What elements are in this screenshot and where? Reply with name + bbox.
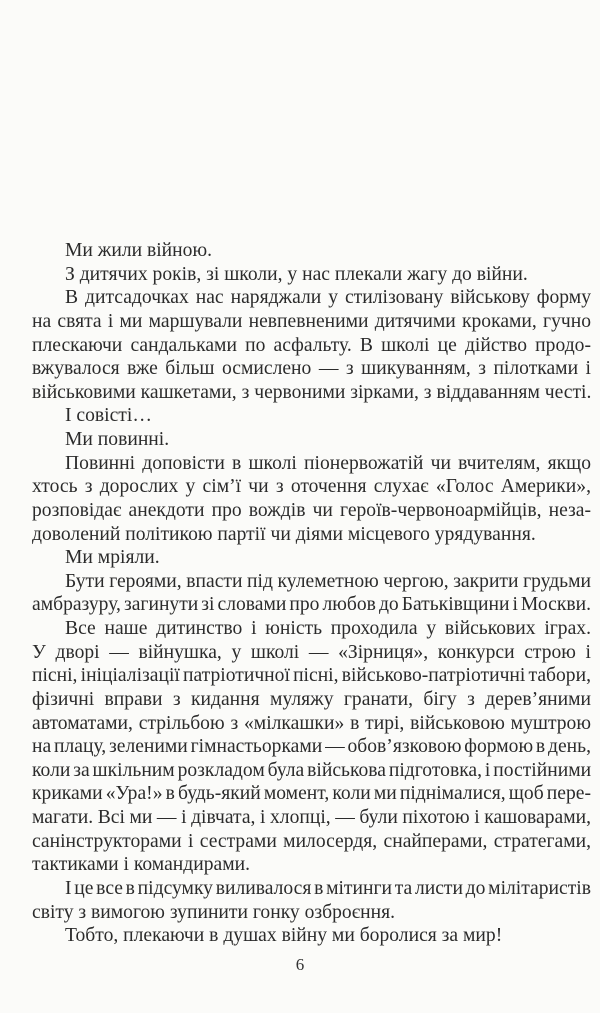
text-line: І це все в підсумку виливалося в мітинги та листи до мілітаристів <box>65 877 591 899</box>
text-line: військовими кашкетами, з червоними зірками, з віддаванням честі. <box>32 381 592 403</box>
text-line: пісні, ініціалізації патріотичної пісні, військово-патріотичні табори, <box>32 665 591 687</box>
text-line: Ми жили війною. <box>65 240 212 261</box>
text-line: Все наше дитинство і юність проходила у військових іграх. <box>65 618 591 639</box>
text-line: З дитячих років, зі школи, у нас плекали жагу до війни. <box>65 263 528 285</box>
text-line: вжувалося вже більш осмислено — з шикуванням, з пілотками і <box>32 358 591 380</box>
text-line: І совісті… <box>65 405 152 427</box>
text-line: світу з вимогою зупинити гонку озброєння. <box>32 901 396 923</box>
text-line: Тобто, плекаючи в душах війну ми боролися за мир! <box>65 925 503 947</box>
text-line: санінструкторами і сестрами милосердя, снайперами, стратегами, <box>32 830 591 852</box>
text-line: на плацу, зеленими гімнастьорками — обов’язковою формою в день, <box>32 736 591 758</box>
text-line: тактиками і командирами. <box>32 854 250 876</box>
text-line: Повинні доповісти в школі піонервожатій чи вчителям, якщо <box>65 452 591 474</box>
page-number: 6 <box>295 955 305 974</box>
text-line: хтось з дорослих у сім’ї чи з оточення слухає «Голос Америки», <box>32 476 591 498</box>
text-line: фізичні вправи з кидання муляжу гранати, бігу з дерев’яними <box>32 688 591 710</box>
text-line: коли за шкільним розкладом була військова підготовка, і постійними <box>32 759 592 781</box>
text-line: Ми мріяли. <box>65 547 160 569</box>
page-body-text <box>32 239 591 948</box>
text-line: Бути героями, впасти під кулеметною чергою, закрити грудьми <box>65 570 591 592</box>
text-line: магати. Всі ми — і дівчата, і хлопці, — були піхотою і кашоварами, <box>32 807 591 828</box>
text-line: плескаючи сандальками по асфальту. В школі це дійство продо- <box>32 334 591 356</box>
text-line: Ми повинні. <box>65 429 170 450</box>
text-line: амбразуру, загинути зі словами про любов до Батьківщини і Москви. <box>32 594 591 616</box>
text-line: автоматами, стрільбою з «мілкашки» в тирі, військовою муштрою <box>32 712 591 734</box>
text-line: на свята і ми маршували невпевненими дитячими кроками, гучно <box>32 310 591 332</box>
text-line: криками «Ура!» в будь-який момент, коли ми піднімалися, щоб пере- <box>32 783 591 805</box>
text-line: доволений політикою партії чи діями місцевого урядування. <box>32 523 536 545</box>
text-line: розповідає анекдоти про вождів чи героїв-червоноармійців, неза- <box>32 499 591 521</box>
text-line: В дитсадочках нас наряджали у стилізовану військову форму <box>65 287 591 309</box>
text-line: У дворі — війнушка, у школі — «Зірниця», конкурси строю і <box>32 641 591 663</box>
